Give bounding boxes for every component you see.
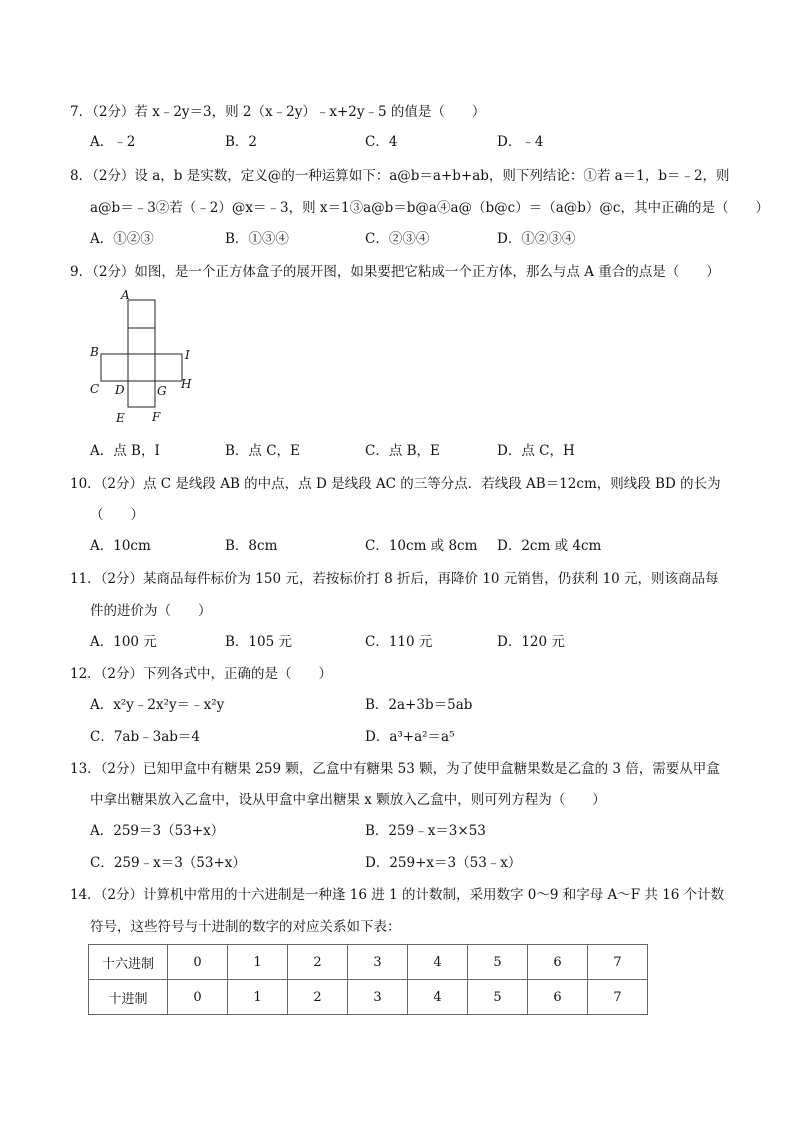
- table-cell: 2: [288, 980, 348, 1015]
- cube-net-figure: [88, 288, 208, 428]
- q8-option-d: D．①②③④: [497, 231, 576, 247]
- question-11-stem-line1: 11．（2分）某商品每件标价为 150 元，若按标价打 8 折后，再降价 10 元销售，仍获利 10 元，则该商品每: [70, 571, 719, 587]
- q12-option-a: A．x²y﹣2x²y＝﹣x²y: [90, 697, 225, 713]
- q7-option-a: A．﹣2: [90, 134, 136, 150]
- net-square-top2: [128, 328, 155, 354]
- q10-option-c: C．10cm 或 8cm: [365, 538, 478, 554]
- net-label-i: I: [185, 348, 190, 362]
- q9-option-a: A．点 B，I: [90, 443, 160, 459]
- q12-option-b: B．2a+3b＝5ab: [365, 697, 473, 713]
- q12-option-d: D．a³+a²＝a⁵: [365, 729, 455, 745]
- table-cell: 4: [408, 980, 468, 1015]
- q7-option-b: B．2: [225, 134, 258, 150]
- table-cell: 2: [288, 945, 348, 980]
- q11-option-b: B．105 元: [225, 634, 292, 650]
- q8-option-c: C．②③④: [365, 231, 430, 247]
- table-cell: 0: [168, 945, 228, 980]
- q11-option-c: C．110 元: [365, 634, 433, 650]
- question-8-stem-line2: a@b＝﹣3②若（﹣2）@x＝﹣3，则 x＝1③a@b＝b@a④a@（b@c）＝（a@b）@c，其中正确的是（ ）: [90, 200, 769, 216]
- q8-option-b: B．①③④: [225, 231, 289, 247]
- table-row-decimal: [89, 980, 648, 1015]
- q12-option-c: C．7ab﹣3ab＝4: [90, 729, 200, 745]
- table-row-hex: [89, 945, 648, 980]
- net-label-b: B: [90, 345, 99, 359]
- q9-option-d: D．点 C，H: [497, 443, 575, 459]
- question-14-stem-line1: 14．（2分）计算机中常用的十六进制是一种逢 16 进 1 的计数制，采用数字 0～9 和字母 A～F 共 16 个计数: [70, 887, 725, 903]
- q7-option-d: D．﹣4: [497, 134, 544, 150]
- net-square-right: [155, 354, 182, 381]
- question-12-stem: 12．（2分）下列各式中，正确的是（ ）: [70, 666, 333, 682]
- q10-option-d: D．2cm 或 4cm: [497, 538, 602, 554]
- net-square-top1: [128, 300, 155, 328]
- q7-option-c: C．4: [365, 134, 398, 150]
- q8-option-a: A．①②③: [90, 231, 154, 247]
- net-label-c: C: [90, 382, 100, 396]
- table-cell: 3: [348, 945, 408, 980]
- table-cell: 5: [468, 980, 528, 1015]
- net-square-left: [101, 354, 128, 381]
- q13-option-b: B．259﹣x＝3×53: [365, 823, 486, 839]
- question-8-stem-line1: 8．（2分）设 a，b 是实数，定义@的一种运算如下：a@b＝a+b+ab，则下列结论：①若 a＝1，b＝﹣2，则: [70, 168, 730, 184]
- table-row-header: 十进制: [89, 980, 168, 1015]
- table-cell: 0: [168, 980, 228, 1015]
- table-cell: 7: [588, 945, 648, 980]
- table-cell: 1: [228, 980, 288, 1015]
- q11-option-d: D．120 元: [497, 634, 565, 650]
- table-cell: 7: [588, 980, 648, 1015]
- q13-option-d: D．259+x＝3（53﹣x）: [365, 855, 522, 871]
- table-cell: 6: [528, 980, 588, 1015]
- q9-option-b: B．点 C，E: [225, 443, 300, 459]
- table-cell: 4: [408, 945, 468, 980]
- net-label-h: H: [181, 377, 192, 391]
- q9-option-c: C．点 B，E: [365, 443, 440, 459]
- question-11-stem-line2: 件的进价为（ ）: [90, 603, 212, 619]
- table-cell: 6: [528, 945, 588, 980]
- net-label-e: E: [116, 411, 125, 425]
- question-9-stem: 9．（2分）如图，是一个正方体盒子的展开图，如果要把它粘成一个正方体，那么与点 A 重合的点是（ ）: [70, 264, 720, 280]
- table-row-header: 十六进制: [89, 945, 168, 980]
- net-label-a: A: [121, 288, 130, 302]
- q13-option-c: C．259﹣x＝3（53+x）: [90, 855, 246, 871]
- question-13-stem-line1: 13．（2分）已知甲盒中有糖果 259 颗，乙盒中有糖果 53 颗，为了使甲盒糖果数是乙盒的 3 倍，需要从甲盒: [70, 761, 720, 777]
- q10-option-b: B．8cm: [225, 538, 278, 554]
- q10-option-a: A．10cm: [90, 538, 151, 554]
- table-cell: 5: [468, 945, 528, 980]
- question-7-stem: 7．（2分）若 x﹣2y＝3，则 2（x﹣2y）﹣x+2y﹣5 的值是（ ）: [70, 104, 486, 120]
- hex-decimal-table: [88, 944, 648, 1015]
- question-10-stem-line1: 10．（2分）点 C 是线段 AB 的中点，点 D 是线段 AC 的三等分点．若线段 AB＝12cm，则线段 BD 的长为: [70, 476, 721, 492]
- net-label-f: F: [152, 410, 161, 424]
- cube-net-diagram: [88, 288, 208, 428]
- net-square-bottom: [128, 381, 155, 407]
- question-10-stem-line2: （ ）: [90, 507, 144, 523]
- table-cell: 1: [228, 945, 288, 980]
- table-cell: 3: [348, 980, 408, 1015]
- q11-option-a: A．100 元: [90, 634, 157, 650]
- q13-option-a: A．259＝3（53+x）: [90, 823, 225, 839]
- net-square-center: [128, 354, 155, 381]
- question-13-stem-line2: 中拿出糖果放入乙盒中，设从甲盒中拿出糖果 x 颗放入乙盒中，则可列方程为（ ）: [90, 792, 606, 808]
- net-label-g: G: [157, 384, 167, 398]
- net-label-d: D: [115, 383, 125, 397]
- question-14-stem-line2: 符号，这些符号与十进制的数字的对应关系如下表：: [90, 919, 401, 935]
